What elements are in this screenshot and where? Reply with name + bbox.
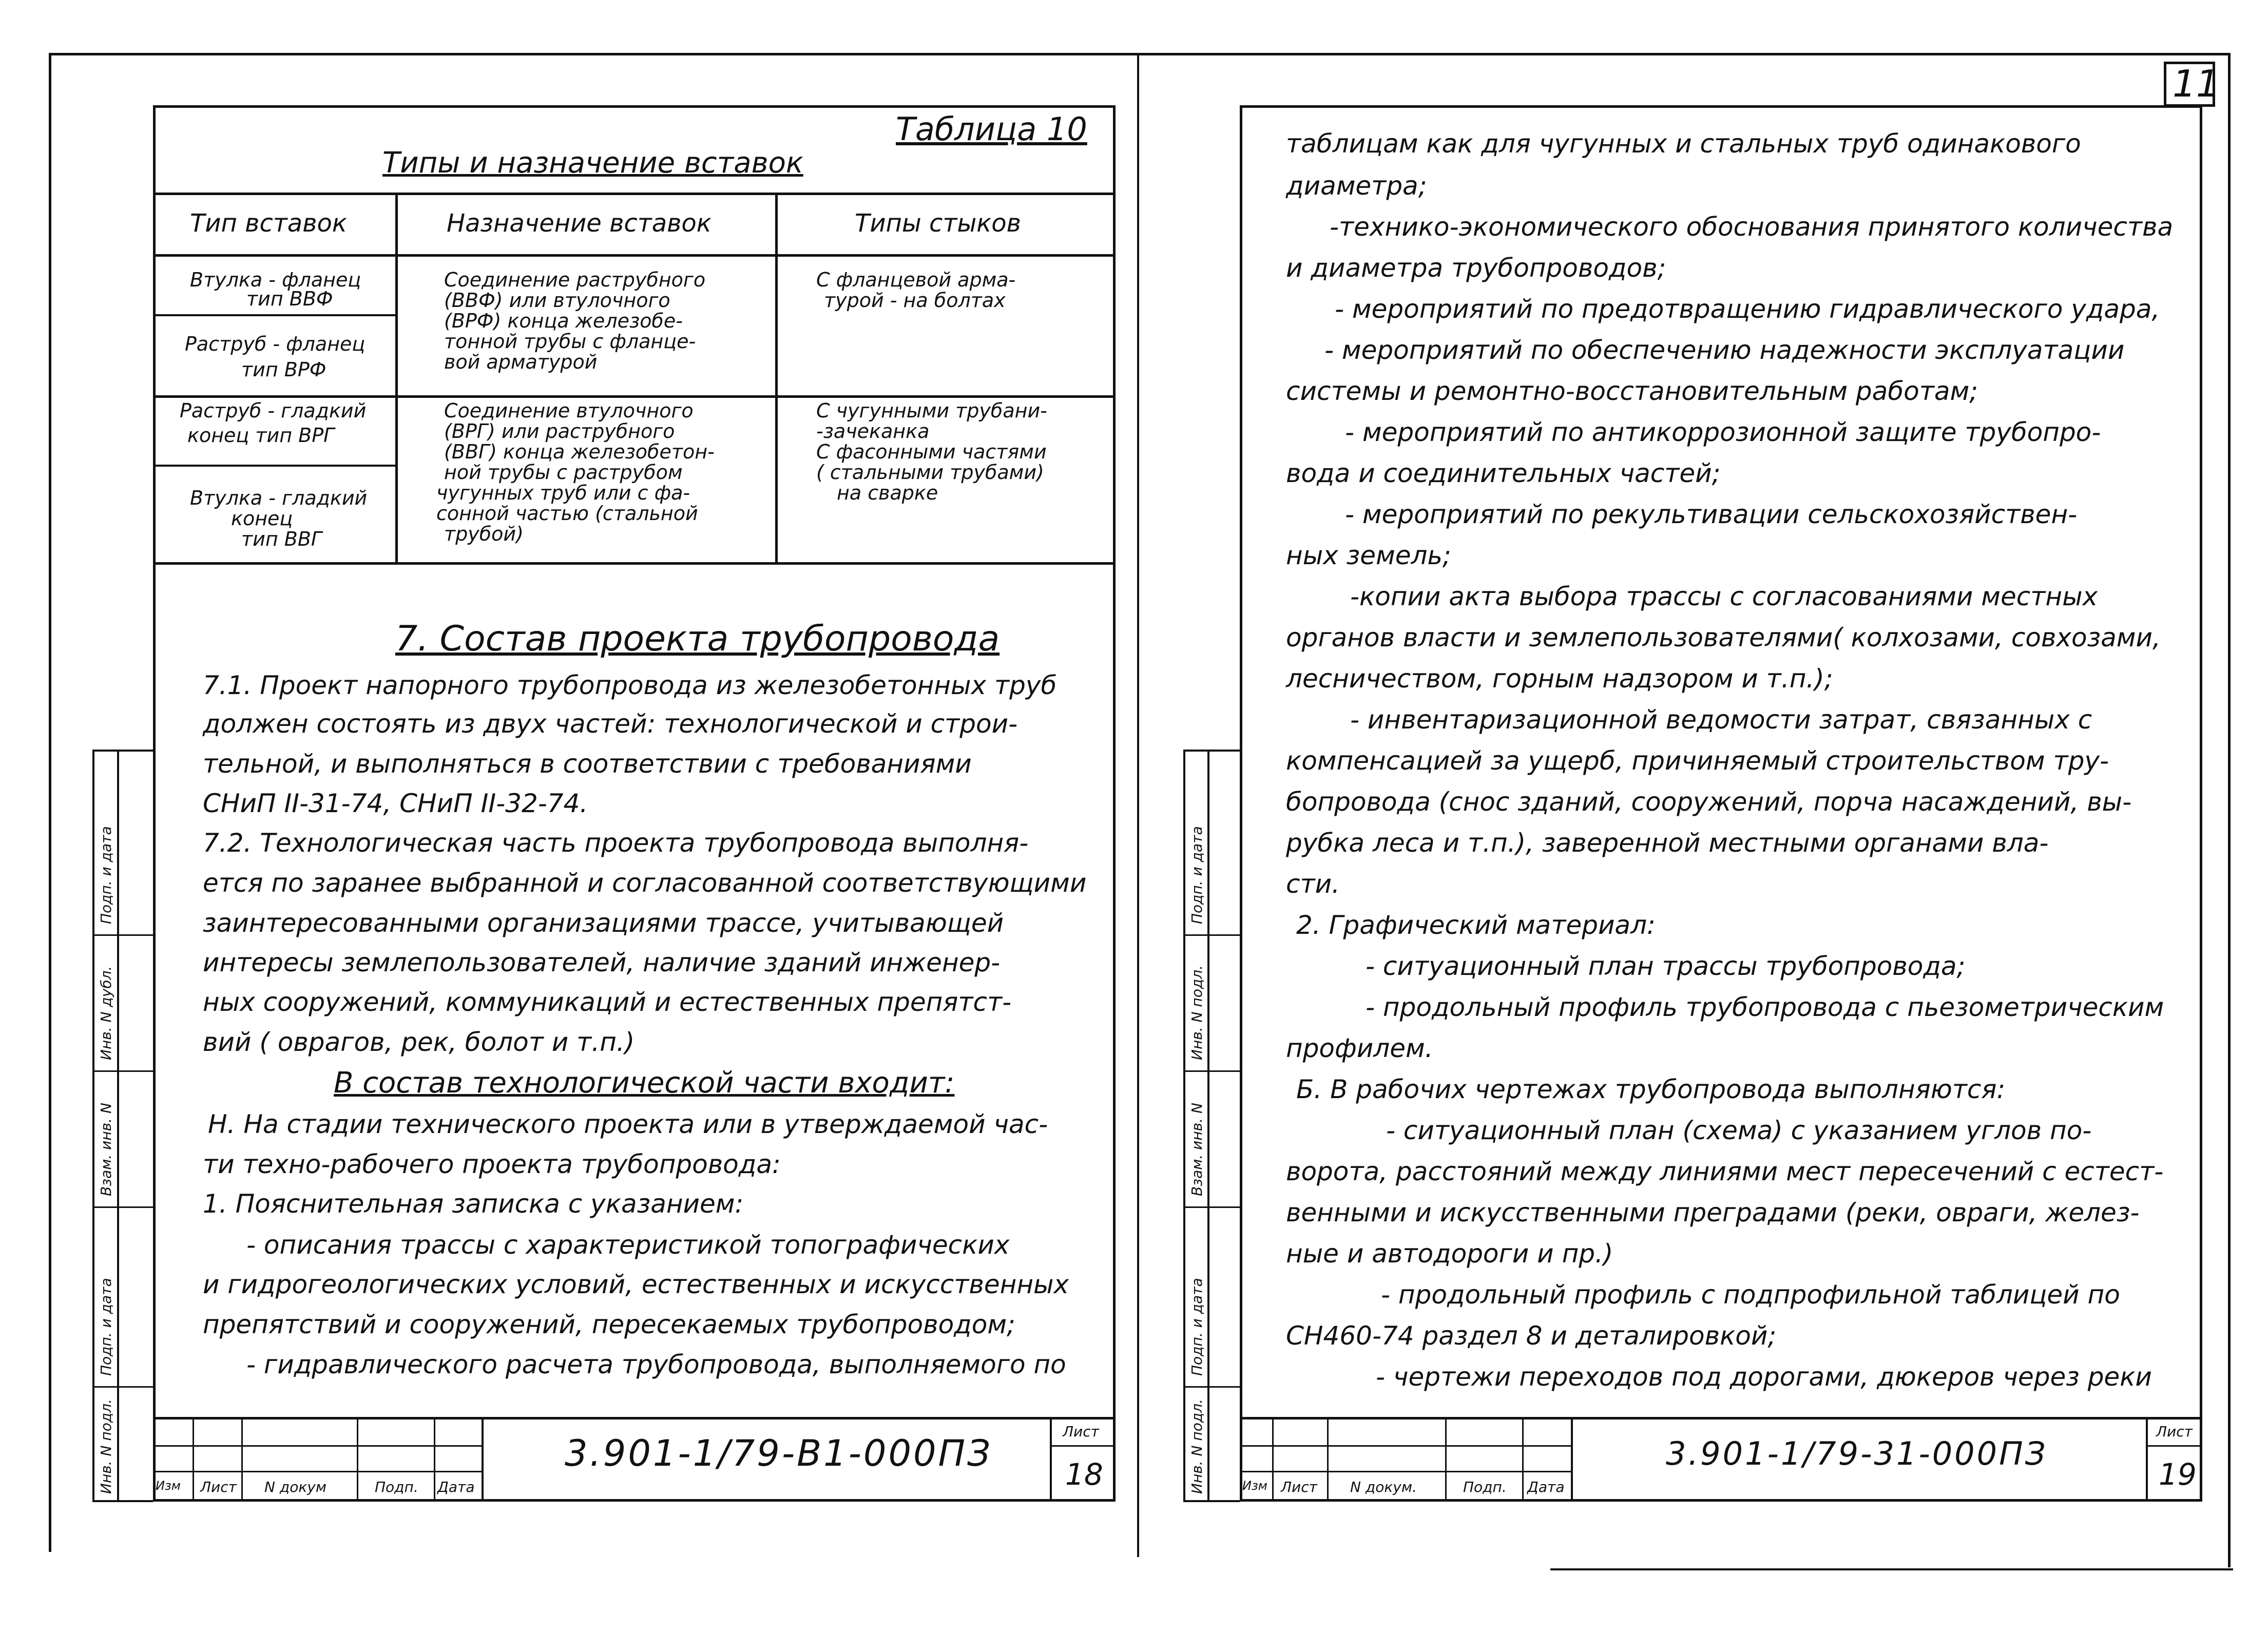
left-strip-bottom (92, 1500, 153, 1502)
table-header-joints: Типы стыков (855, 209, 1021, 238)
table-purpose-1-line-3: (ВРФ) конца железобе- (444, 310, 683, 332)
right-stamp-col-list: Лист (1281, 1479, 1317, 1495)
left-body-line-1: 7.1. Проект напорного трубопровода из железобетонных труб (203, 670, 1057, 700)
table-purpose-1-line-5: вой арматурой (444, 351, 598, 373)
right-side-label-1: Подп. и дата (1188, 826, 1205, 924)
right-stamp-mid-2 (1240, 1471, 1571, 1472)
left-strip-div-1 (92, 934, 153, 936)
left-stamp-mid-1 (153, 1445, 482, 1447)
left-list-line-6: препятствий и сооружений, пересекаемых трубопроводом; (203, 1310, 1015, 1339)
right-body-line-18: рубка леса и т.п.), заверенной местными органами вла- (1286, 828, 2049, 858)
right-stamp-top (1240, 1417, 2202, 1419)
left-stamp-sheet-number: 18 (1065, 1457, 1103, 1492)
right-strip-div-2 (1183, 1070, 1240, 1072)
left-stamp-v6 (1050, 1417, 1052, 1502)
table-purpose-2-line-7: трубой) (444, 523, 524, 545)
right-stamp-v1 (1272, 1417, 1274, 1502)
table-header-rule (153, 254, 1116, 257)
left-stamp-col-date: Дата (437, 1479, 475, 1495)
right-stamp-col-izm: Изм (1242, 1479, 1267, 1493)
left-strip-div-4 (92, 1386, 153, 1388)
left-strip-inner (117, 750, 119, 1502)
left-strip-div-2 (92, 1070, 153, 1072)
right-body-line-1: таблицам как для чугунных и стальных труб одинакового (1286, 129, 2081, 159)
table-row-divider-main (153, 395, 1116, 398)
right-stamp-sheet-label: Лист (2156, 1423, 2193, 1440)
right-stamp-col-doc: N докум. (1350, 1479, 1417, 1495)
right-stamp-v4 (1522, 1417, 1524, 1502)
table-purpose-1-line-2: (ВВФ) или втулочного (444, 289, 670, 312)
table-purpose-2-line-2: (ВРГ) или раструбного (444, 420, 675, 443)
right-side-label-2: Инв. N подл. (1188, 965, 1205, 1060)
right-body-line-30: СН460-74 раздел 8 и деталировкой; (1286, 1321, 1777, 1351)
right-strip-inner (1207, 750, 1209, 1502)
table-title: Типы и назначение вставок (382, 146, 803, 180)
left-list-line-3: 1. Пояснительная записка с указанием: (203, 1189, 744, 1219)
page-number: 11 (2173, 62, 2220, 105)
right-body-line-31: - чертежи переходов под дорогами, дюкеров через реки (1376, 1362, 2152, 1392)
table-type-vrf-1: Раструб - фланец (185, 333, 366, 355)
left-side-label-2: Инв. N дубл. (98, 966, 114, 1060)
right-body-line-27: венными и искусственными преградами (реки, овраги, желез- (1286, 1198, 2140, 1227)
table-purpose-1-line-4: тонной трубы с фланце- (444, 330, 696, 353)
left-stamp-code: 3.901-1/79-В1-000ПЗ (565, 1432, 993, 1474)
table-type-vrg-1: Раструб - гладкий (180, 399, 367, 422)
right-stamp-v6 (2146, 1417, 2148, 1502)
table-joints-2-line-3: С фасонными частями (816, 440, 1047, 463)
table-header-purpose: Назначение вставок (447, 209, 712, 238)
left-strip-outer (92, 750, 94, 1502)
left-stamp-v2 (241, 1417, 243, 1502)
left-stamp-v4 (434, 1417, 435, 1502)
bottom-rule (1550, 1568, 2233, 1570)
right-body-line-11: ных земель; (1286, 541, 1451, 570)
left-strip-top (92, 750, 153, 752)
right-body-line-24: Б. В рабочих чертежах трубопровода выполняются: (1296, 1074, 2006, 1104)
table-type-vrf-2: тип ВРФ (241, 358, 326, 381)
right-stamp-col-sign: Подп. (1463, 1479, 1507, 1495)
left-body-line-2: должен состоять из двух частей: технологической и строи- (203, 709, 1018, 739)
right-body-line-26: ворота, расстояний между линиями мест пересечений с естест- (1286, 1157, 2164, 1186)
right-stamp-col-date: Дата (1527, 1479, 1565, 1495)
right-side-label-5: Инв. N подл. (1188, 1399, 1205, 1494)
right-strip-outer (1183, 750, 1185, 1502)
right-strip-div-3 (1183, 1206, 1240, 1208)
left-side-label-3: Взам. инв. N (98, 1103, 114, 1196)
left-stamp-mid-2 (153, 1471, 482, 1472)
right-body-line-25: - ситуационный план (схема) с указанием углов по- (1386, 1116, 2092, 1145)
left-stamp-col-list: Лист (200, 1479, 237, 1495)
outer-top-border (49, 53, 2231, 55)
table-col-divider-1 (395, 193, 398, 562)
right-body-line-23: профилем. (1286, 1033, 1433, 1063)
table-joints-1-line-2: турой - на болтах (824, 289, 1006, 312)
table-row-divider-a (153, 314, 395, 316)
left-subheading: В состав технологической части входит: (334, 1066, 955, 1100)
left-side-label-1: Подп. и дата (98, 826, 114, 924)
right-body-line-17: бопровода (снос зданий, сооружений, порча насаждений, вы- (1286, 787, 2132, 817)
center-divider (1137, 53, 1139, 1557)
table-type-vrg-2: конец тип ВРГ (187, 424, 335, 447)
table-type-vvf-2: тип ВВФ (246, 287, 333, 310)
right-strip-div-4 (1183, 1386, 1240, 1388)
left-list-line-1: Н. На стадии технического проекта или в утверждаемой час- (208, 1109, 1048, 1139)
right-body-line-29: - продольный профиль с подпрофильной таблицей по (1381, 1280, 2120, 1310)
right-stamp-code: 3.901-1/79-31-000ПЗ (1666, 1435, 2048, 1472)
left-list-line-7: - гидравлического расчета трубопровода, выполняемого по (246, 1350, 1066, 1379)
table-joints-2-line-1: С чугунными трубани- (816, 399, 1047, 422)
right-body-line-3: -технико-экономического обоснования принятого количества (1330, 212, 2174, 242)
table-purpose-1-line-1: Соединение раструбного (444, 268, 706, 291)
right-body-line-9: вода и соединительных частей; (1286, 458, 1721, 488)
left-stamp-sheet-divider (1050, 1445, 1116, 1447)
right-stamp-v3 (1445, 1417, 1447, 1502)
left-body-line-3: тельной, и выполняться в соответствии с требованиями (203, 749, 972, 779)
left-list-line-5: и гидрогеологических условий, естественных и искусственных (203, 1270, 1069, 1299)
right-body-line-12: -копии акта выбора трассы с согласованиями местных (1350, 582, 2098, 611)
left-body-line-5: 7.2. Технологическая часть проекта трубопровода выполня- (203, 828, 1029, 858)
left-body-line-4: СНиП II-31-74, СНиП II-32-74. (203, 789, 588, 818)
right-body-line-5: - мероприятий по предотвращению гидравлического удара, (1335, 294, 2160, 324)
table-bottom-rule (153, 562, 1116, 565)
left-body-line-10: вий ( оврагов, рек, болот и т.п.) (203, 1027, 635, 1057)
right-body-line-19: сти. (1286, 869, 1340, 899)
left-list-line-2: ти техно-рабочего проекта трубопровода: (203, 1149, 781, 1179)
section-title: 7. Состав проекта трубопровода (395, 619, 1000, 659)
right-stamp-v5 (1571, 1417, 1573, 1502)
right-stamp-sheet-number: 19 (2159, 1457, 2197, 1492)
right-body-line-16: компенсацией за ущерб, причиняемый строительством тру- (1286, 746, 2109, 776)
left-stamp-col-doc: N докум (264, 1479, 326, 1495)
right-body-line-15: - инвентаризационной ведомости затрат, связанных с (1350, 705, 2092, 735)
table-joints-2-line-2: -зачеканка (816, 420, 930, 443)
table-type-vvf-1: Втулка - фланец (190, 268, 361, 291)
table-purpose-2-line-3: (ВВГ) конца железобетон- (444, 440, 715, 463)
left-stamp-col-sign: Подп. (375, 1479, 418, 1495)
right-strip-div-1 (1183, 934, 1240, 936)
right-stamp-mid-1 (1240, 1445, 1571, 1447)
right-body-line-21: - ситуационный план трассы трубопровода; (1366, 951, 1966, 981)
table-purpose-2-line-5: чугунных труб или с фа- (436, 482, 690, 504)
table-purpose-2-line-4: ной трубы с раструбом (444, 461, 683, 484)
right-body-line-6: - мероприятий по обеспечению надежности эксплуатации (1324, 335, 2125, 365)
left-body-line-9: ных сооружений, коммуникаций и естественных препятст- (203, 987, 1012, 1017)
table-top-rule (153, 193, 1116, 195)
table-row-divider-b (153, 465, 395, 467)
left-body-line-7: заинтересованными организациями трассе, учитывающей (203, 908, 1004, 938)
right-strip-bottom (1183, 1500, 1240, 1502)
right-body-line-4: и диаметра трубопроводов; (1286, 253, 1666, 283)
table-joints-1-line-1: С фланцевой арма- (816, 268, 1016, 291)
table-type-vvg-3: тип ВВГ (241, 528, 322, 550)
left-strip-div-3 (92, 1206, 153, 1208)
table-type-vvg-2: конец (231, 507, 293, 530)
left-body-line-8: интересы землепользователей, наличие зданий инженер- (203, 948, 1001, 977)
table-joints-2-line-5: на сварке (837, 482, 938, 504)
left-stamp-sheet-label: Лист (1063, 1423, 1099, 1440)
left-side-label-4: Подп. и дата (98, 1278, 114, 1376)
right-body-line-7: системы и ремонтно-восстановительным работам; (1286, 376, 1978, 406)
right-body-line-22: - продольный профиль трубопровода с пьезометрическим (1366, 992, 2164, 1022)
right-body-line-10: - мероприятий по рекультивации сельскохозяйствен- (1345, 500, 2078, 529)
right-body-line-20: 2. Графический материал: (1296, 910, 1656, 940)
right-side-label-3: Взам. инв. N (1188, 1103, 1205, 1196)
left-list-line-4: - описания трассы с характеристикой топографических (246, 1230, 1010, 1260)
right-body-line-14: лесничеством, горным надзором и т.п.); (1286, 664, 1833, 694)
outer-right-border (2228, 53, 2231, 1567)
right-stamp-sheet-divider (2146, 1445, 2202, 1447)
right-body-line-28: ные и автодороги и пр.) (1286, 1239, 1613, 1269)
left-side-label-5: Инв. N подл. (98, 1399, 114, 1494)
outer-left-border (49, 53, 51, 1552)
table-purpose-2-line-1: Соединение втулочного (444, 399, 694, 422)
left-stamp-v1 (193, 1417, 194, 1502)
right-body-line-2: диаметра; (1286, 171, 1427, 201)
right-stamp-v2 (1327, 1417, 1329, 1502)
table-type-vvg-1: Втулка - гладкий (190, 487, 368, 509)
left-stamp-v5 (482, 1417, 484, 1502)
left-body-line-6: ется по заранее выбранной и согласованной соответствующими (203, 868, 1087, 898)
right-strip-top (1183, 750, 1240, 752)
left-stamp-col-izm: Изм (156, 1479, 181, 1493)
table-header-type: Тип вставок (190, 209, 347, 238)
right-body-line-8: - мероприятий по антикоррозионной защите трубопро- (1345, 417, 2101, 447)
table-joints-2-line-4: ( стальными трубами) (816, 461, 1044, 484)
table-purpose-2-line-6: сонной частью (стальной (436, 502, 698, 525)
left-stamp-v3 (357, 1417, 358, 1502)
table-caption: Таблица 10 (896, 110, 1087, 148)
right-side-label-4: Подп. и дата (1188, 1278, 1205, 1376)
table-col-divider-2 (775, 193, 778, 562)
left-stamp-top (153, 1417, 1116, 1419)
right-body-line-13: органов власти и землепользователями( колхозами, совхозами, (1286, 623, 2161, 653)
